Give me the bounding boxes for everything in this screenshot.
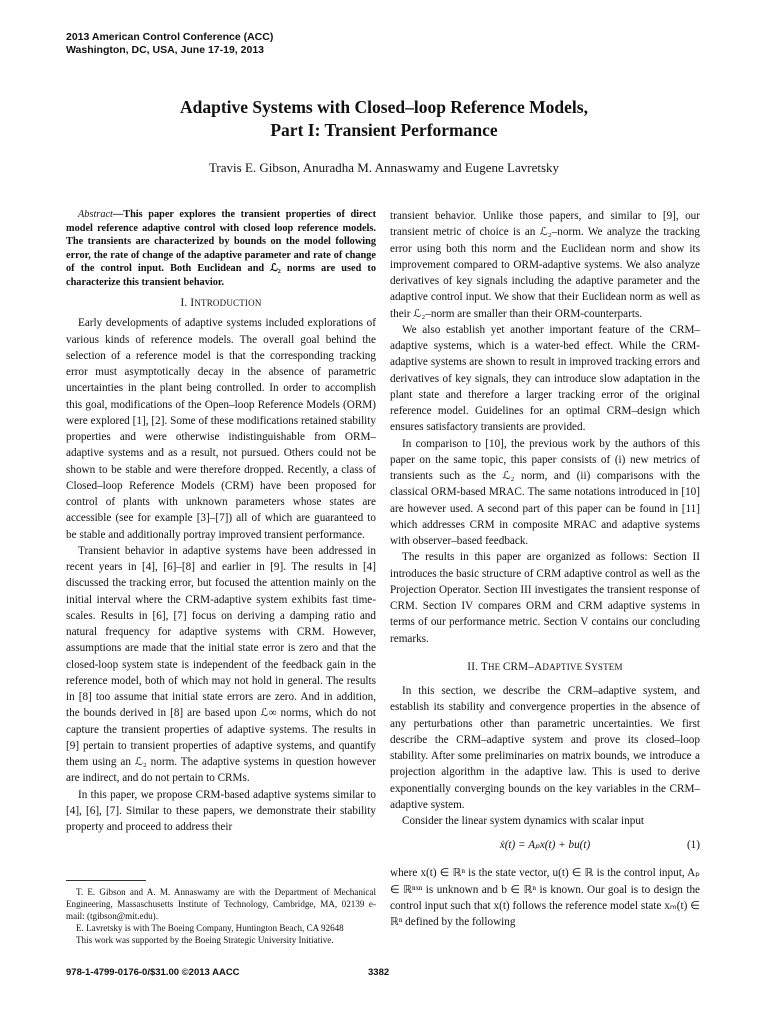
right-column: [390, 208, 700, 930]
paragraph: The results in this paper are organized as follows: Section II introduces the basic structure of CRM adaptive control as well as the Projection Operator. Section III investigates the transient response of CRM. Section IV compares ORM and CRM adaptive systems in terms of our performance metric. Section V contains our concluding remarks.: [390, 551, 700, 645]
paragraph: In this section, we describe the CRM–adaptive system, and establish its stability and convergence properties in the absence of any perturbations other than parametric uncertainties. We first describe the CRM–adaptive system and prove its closed–loop stability. After some preliminaries on matrix bounds, we introduce a projection algorithm in the adaptive law. This is used to derive exponentially converging bounds on the key variables in the CRM–adaptive system.: [390, 685, 700, 811]
title-line-1: Adaptive Systems with Closed–loop Reference Models,: [180, 97, 588, 117]
title-line-2: Part I: Transient Performance: [270, 120, 498, 140]
paragraph: transient behavior. Unlike those papers, and similar to [9], our transient metric of choice is an ℒ₂–norm. We analyze the tracking error using both this norm and the Euclidean norm and show its improvement compared to ORM-adaptive systems. We also analyze derivatives of key signals including the adaptive parameter and the adaptive control input. We show that their Euclidean norm as well as their ℒ₂–norm are smaller than their ORM-counterparts.: [390, 210, 700, 320]
copyright-footer: 978-1-4799-0176-0/$31.00 ©2013 AACC: [66, 967, 240, 978]
author-list: Travis E. Gibson, Anuradha M. Annaswamy and Eugene Lavretsky: [208, 160, 560, 175]
footnote-affiliation: T. E. Gibson and A. M. Annaswamy are with the Department of Mechanical Engineering, Massaschusetts Institute of Technology, Cambridge, MA, 02139 e-mail: (tgibson@mit.edu).: [66, 887, 376, 921]
paragraph: where x(t) ∈ ℝⁿ is the state vector, u(t) ∈ ℝ is the control input, Aₚ ∈ ℝⁿˣⁿ is unknown and b ∈ ℝⁿ is known. Our goal is to design the control input such that x(t) follows the reference model state xₘ(t) ∈ ℝⁿ defined by the following: [390, 867, 700, 928]
conference-name: 2013 American Control Conference (ACC): [66, 31, 274, 43]
page-number: 3382: [368, 967, 390, 978]
footnote-funding: This work was supported by the Boeing Strategic University Initiative.: [76, 935, 334, 945]
equation-1: [390, 837, 700, 859]
paragraph: In this paper, we propose CRM-based adaptive systems similar to [4], [6], [7]. Similar to these papers, we demonstrate their stability property and proceed to address their: [66, 788, 376, 833]
paragraph: We also establish yet another important feature of the CRM–adaptive systems, which is a water-bed effect. While the CRM-adaptive systems are shown to result in improved tracking errors and derivatives of key signals, they can introduce slow adaptation in the plant state and therefore a larger tracking error of the original reference model. Guidelines for an optimal CRM–design which ensures satisfactory transients are provided.: [390, 323, 700, 434]
equation-expression: ẋ(t) = Aₚx(t) + bu(t): [499, 839, 591, 852]
paragraph: Transient behavior in adaptive systems have been addressed in recent years in [4], [6]–[8] and earlier in [9]. The results in [4] discussed the tracking error, but focused the attention mainly on the initial interval where the CRM-adaptive system exhibits fast time-scales. Results in [6], [7] focus on deriving a damping ratio and natural frequency for adaptive systems with CRM. However, assumptions are made that the initial state error is zero and that the closed-loop system state is independent of the feedback gain in the reference model, both of which may not hold in general. The results in [8] too assume that initial state errors are zero. And in addition, the bounds derived in [8] are based upon ℒ∞ norms, which do not capture the transient properties of adaptive systems. The results in [9] pertain to transient properties of adaptive systems, and quantify them using an ℒ₂ norm. The adaptive systems in question however are indirect, and do not pertain to CRMs.: [66, 544, 376, 785]
footnotes: [66, 880, 376, 946]
abstract-lead: Abstract: [78, 209, 113, 220]
left-column: [66, 208, 376, 835]
paragraph: Consider the linear system dynamics with scalar input: [402, 815, 645, 827]
equation-number: (1): [686, 839, 700, 852]
abstract: [66, 208, 376, 289]
conference-header: [66, 31, 273, 57]
footnote-rule: [66, 880, 146, 881]
paragraph: In comparison to [10], the previous work by the authors of this paper on the same topic, this paper consists of (i) new metrics of transients such as the ℒ₂ norm, and (ii) comparisons with the classical ORM-based MRAC. The same notations introduced in [10] are however used. A second part of this paper can be found in [11] which addresses CRM in composite MRAC and adaptive systems with observer–based feedback.: [390, 437, 700, 547]
section-heading-introduction: I. INTRODUCTION: [180, 297, 262, 309]
section-heading-crm-adaptive-system: II. THE CRM–ADAPTIVE SYSTEM: [467, 660, 623, 673]
paragraph: Early developments of adaptive systems included explorations of various kinds of reference models. The overall goal behind the selection of a reference model is that the corresponding tracking error must asymptotically decay in the absence of parametric uncertainties in the plant being controlled. In order to accomplish this goal, modifications of the Open–loop Reference Models (ORM) were explored [1], [2]. Some of these modifications retained stability properties and were otherwise indistinguishable from ORM–adaptive systems and as a result, not pursued. Others could not be shown to be stable and were therefore dropped. Recently, a class of Closed–loop Reference Models (CRM) have been proposed for control of plants with unknown parameters whose states are accessible (see for example [3]–[7]) all of which are guaranteed to be stable and additionally portray improved transient performance.: [66, 317, 376, 541]
abstract-text: —This paper explores the transient properties of direct model reference adaptive control with closed loop reference models. The transients are characterized by bounds on the model following error, the rate of change of the adaptive parameter and rate of change of the control input. Both Euclidean and ℒ₂ norms are used to characterize this transient behavior.: [66, 209, 376, 288]
footnote-affiliation: E. Lavretsky is with The Boeing Company, Huntington Beach, CA 92648: [76, 923, 344, 933]
conference-location: Washington, DC, USA, June 17-19, 2013: [66, 44, 264, 56]
paper-title: [0, 96, 768, 142]
